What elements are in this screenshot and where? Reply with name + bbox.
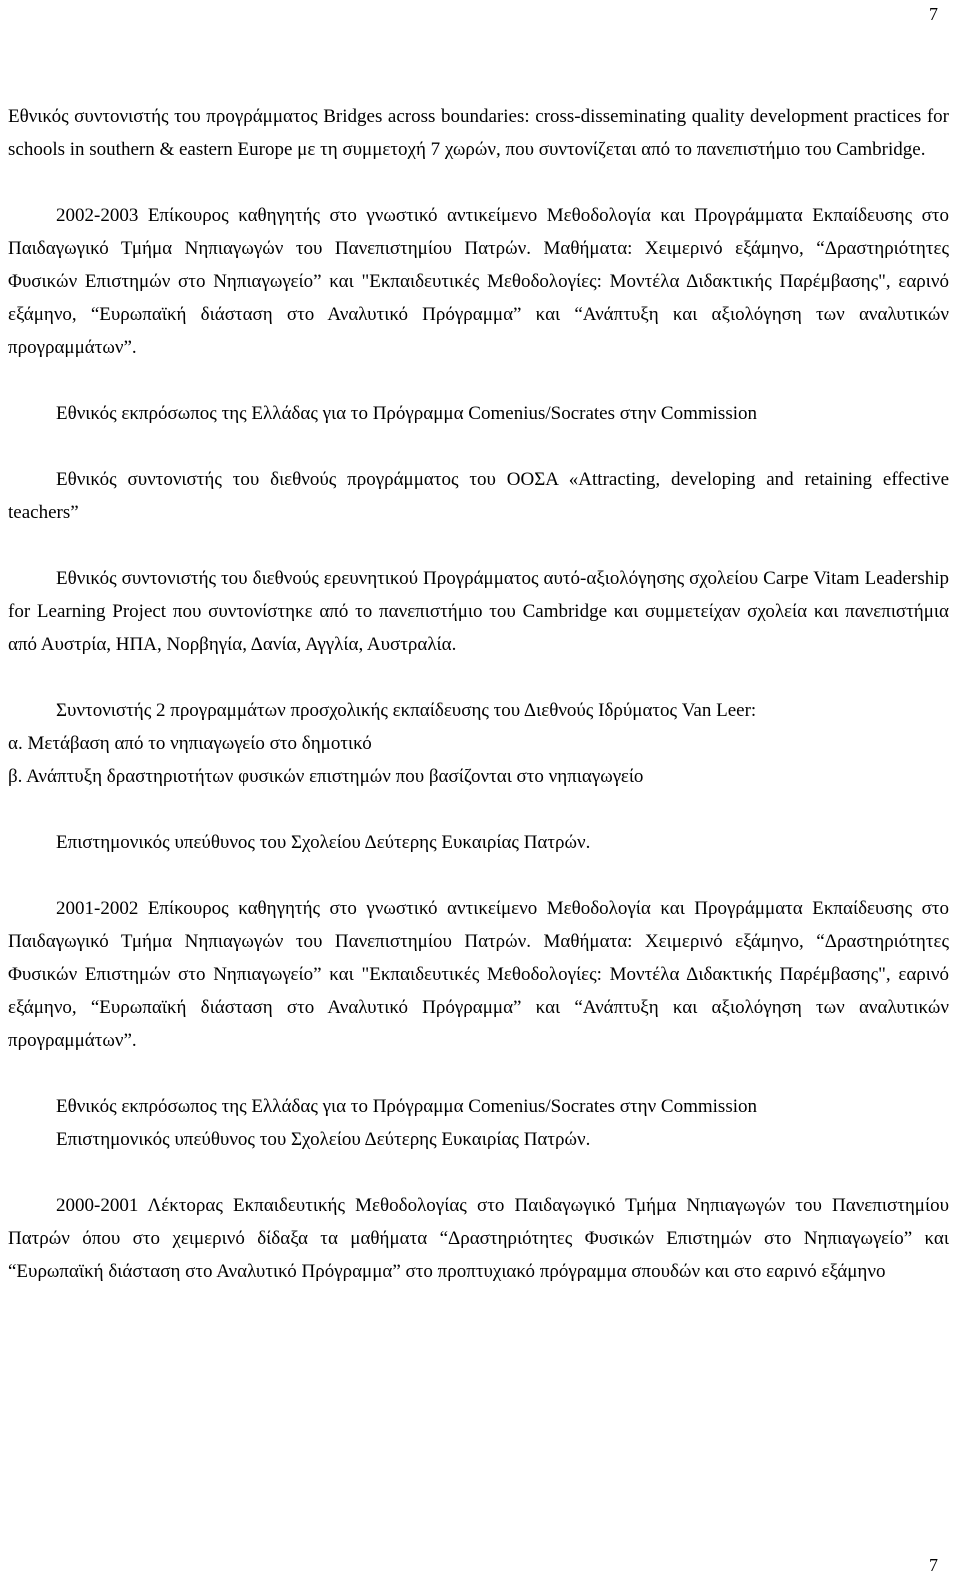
paragraph-oecd: Εθνικός συντονιστής του διεθνούς προγράμματος του ΟΟΣΑ «Attracting, developing and retaining effective teachers” <box>8 469 949 523</box>
paragraph-comenius-1: Εθνικός εκπρόσωπος της Ελλάδας για το Πρόγραμμα Comenius/Socrates στην Commission <box>56 403 757 424</box>
paragraph-second-chance-1: Επιστημονικός υπεύθυνος του Σχολείου Δεύτερης Ευκαιρίας Πατρών. <box>56 832 591 853</box>
paragraph-bridges: Εθνικός συντονιστής του προγράμματος Bridges across boundaries: cross-disseminating quality development practices for schools in southern & eastern Europe με τη συμμετοχή 7 χωρών, που συντονίζεται από το πανεπιστήμιο του Cambridge. <box>8 106 949 160</box>
paragraph-2000-2001: 2000-2001 Λέκτορας Εκπαιδευτικής Μεθοδολογίας στο Παιδαγωγικό Τμήμα Νηπιαγωγών του Πανεπιστημίου Πατρών όπου στο χειμερινό δίδαξα τα μαθήματα “Δραστηριότητες Φυσικών Επιστημών στο Νηπιαγωγείο” και “Ευρωπαϊκή διάσταση στο Αναλυτικό Πρόγραμμα” στο προπτυχιακό πρόγραμμα σπουδών και στο εαρινό εξάμηνο <box>8 1195 949 1282</box>
list-item-a: α. Μετάβαση από το νηπιαγωγείο στο δημοτικό <box>8 733 372 754</box>
document-body <box>8 100 949 1288</box>
paragraph-carpe-vitam: Εθνικός συντονιστής του διεθνούς ερευνητικού Προγράμματος αυτό-αξιολόγησης σχολείου Carpe Vitam Leadership for Learning Project που συντονίστηκε από το πανεπιστήμιο του Cambridge και συμμετείχαν σχολεία και πανεπιστήμια από Αυστρία, ΗΠΑ, Νορβηγία, Δανία, Αγγλία, Αυστραλία. <box>8 568 949 655</box>
paragraph-second-chance-2: Επιστημονικός υπεύθυνος του Σχολείου Δεύτερης Ευκαιρίας Πατρών. <box>56 1129 591 1150</box>
paragraph-2002-2003: 2002-2003 Επίκουρος καθηγητής στο γνωστικό αντικείμενο Μεθοδολογία και Προγράμματα Εκπαίδευσης στο Παιδαγωγικό Τμήμα Νηπιαγωγών του Πανεπιστημίου Πατρών. Μαθήματα: Χειμερινό εξάμηνο, “Δραστηριότητες Φυσικών Επιστημών στο Νηπιαγωγείο” και "Εκπαιδευτικές Μεθοδολογίες: Μοντέλα Διδακτικής Παρέμβασης", εαρινό εξάμηνο, “Ευρωπαϊκή διάσταση στο Αναλυτικό Πρόγραμμα” και “Ανάπτυξη και αξιολόγηση των αναλυτικών προγραμμάτων”. <box>8 205 949 358</box>
page-number-top: 7 <box>929 4 938 24</box>
paragraph-2001-2002: 2001-2002 Επίκουρος καθηγητής στο γνωστικό αντικείμενο Μεθοδολογία και Προγράμματα Εκπαίδευσης στο Παιδαγωγικό Τμήμα Νηπιαγωγών του Πανεπιστημίου Πατρών. Μαθήματα: Χειμερινό εξάμηνο, “Δραστηριότητες Φυσικών Επιστημών στο Νηπιαγωγείο” και "Εκπαιδευτικές Μεθοδολογίες: Μοντέλα Διδακτικής Παρέμβασης", εαρινό εξάμηνο, “Ευρωπαϊκή διάσταση στο Αναλυτικό Πρόγραμμα” και “Ανάπτυξη και αξιολόγηση των αναλυτικών προγραμμάτων”. <box>8 898 949 1051</box>
list-item-b: β. Ανάπτυξη δραστηριοτήτων φυσικών επιστημών που βασίζονται στο νηπιαγωγείο <box>8 766 644 787</box>
paragraph-van-leer: Συντονιστής 2 προγραμμάτων προσχολικής εκπαίδευσης του Διεθνούς Ιδρύματος Van Leer: <box>56 700 757 721</box>
page-number-bottom: 7 <box>929 1555 938 1575</box>
paragraph-comenius-2: Εθνικός εκπρόσωπος της Ελλάδας για το Πρόγραμμα Comenius/Socrates στην Commission <box>56 1096 757 1117</box>
